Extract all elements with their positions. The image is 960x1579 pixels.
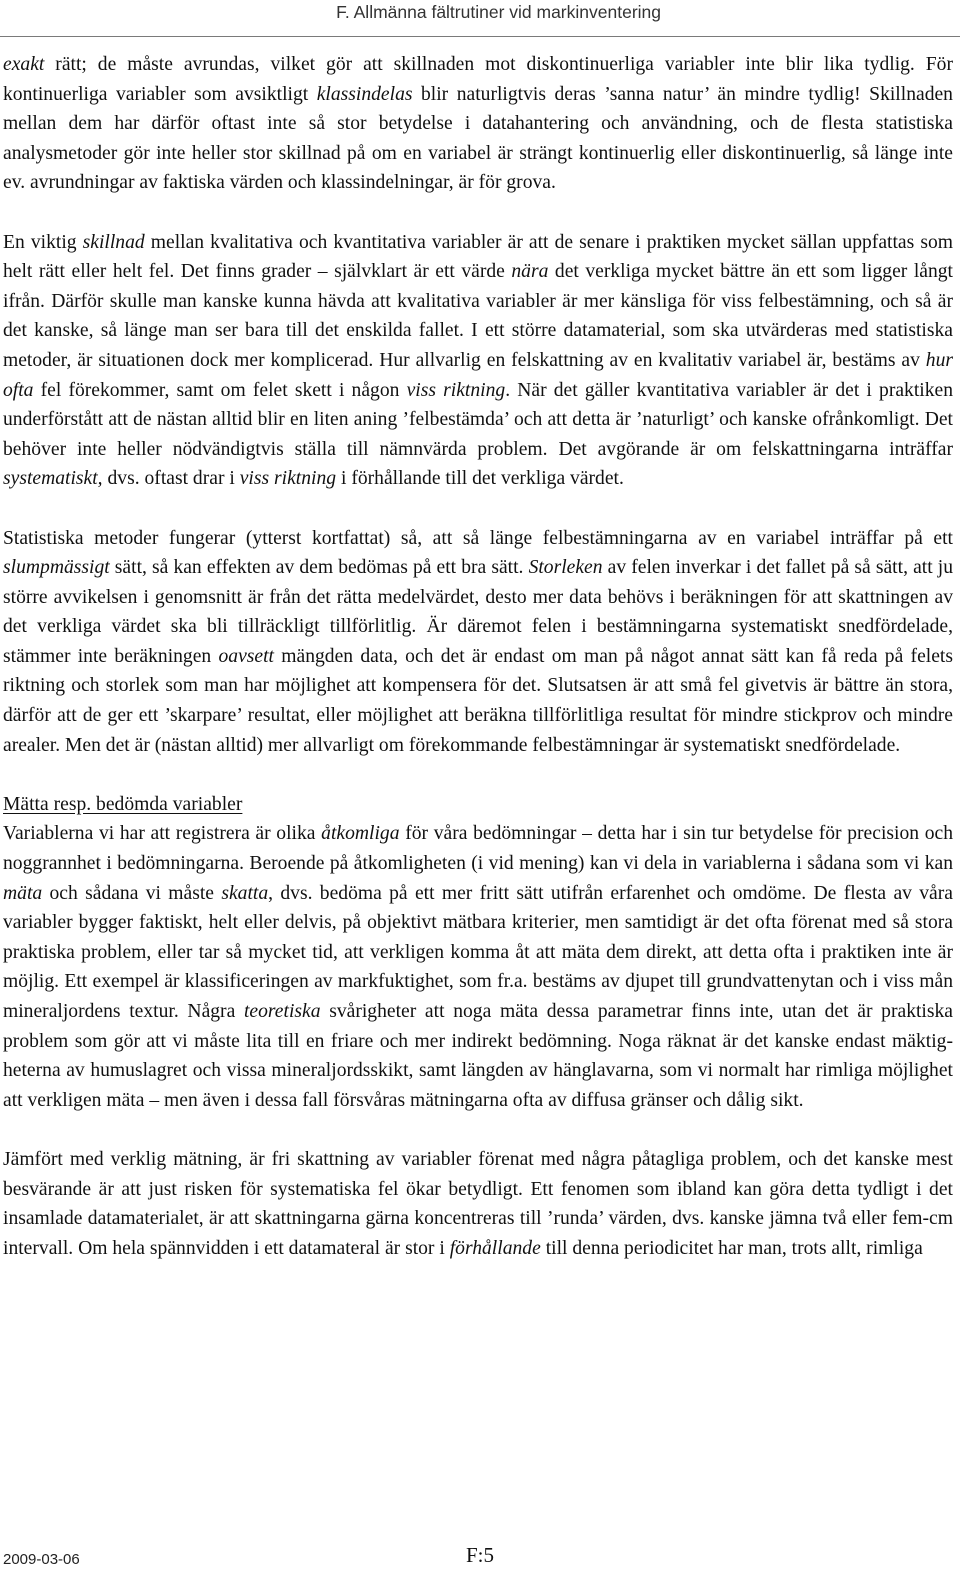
section-paragraph-2	[3, 1145, 953, 1263]
footer-date: 2009-03-06	[3, 1551, 80, 1568]
emphasis-text: hur ofta	[3, 349, 953, 401]
text-run: Statistiska metoder fungerar (ytterst kortfattat) så, att så länge felbestämningarna av en variabel inträffar på ett	[3, 527, 953, 549]
text-run: dvs. oftast drar i	[102, 468, 240, 490]
text-run: blir naturligtvis deras ’sanna natur’ än mindre tydlig! Skillnaden mellan dem har därför oftast inte så stor betydelse i datahantering och användning, och de flesta statistiska analysmetoder gör inte heller stor skillnad på om en variabel är strängt kontinuerlig eller diskontinuerlig, så länge inte ev. avrundningar av faktiska värden och klassindelningar, är för grova.	[3, 83, 953, 194]
text-run: mängden data, och det är endast om man på något annat sätt kan få reda på felets riktning och storlek som man har möjlighet att kompensera för det. Slutsatsen är att små fel givetvis är bättre än stora, därför att de ger ett ’skarpare’ resultat, eller möjlighet att beräkna tillförlitliga resultat för mindre stickprov och mindre arealer. Men det är (nästan alltid) mer allvarligt om förekommande felbestämningar är systematiskt snedfördelade.	[3, 645, 953, 756]
section-matta-bedomda	[3, 790, 953, 1264]
emphasis-text: skatta	[221, 882, 269, 904]
paragraph-gap	[3, 760, 953, 790]
emphasis-text: systematiskt,	[3, 468, 103, 490]
document-body	[3, 50, 953, 1263]
text-run: En viktig	[3, 231, 83, 253]
text-run: mellan kvalitativa och kvantitativa variabler är att de senare i praktiken mycket sällan uppfattas som helt rätt eller helt fel. Det finns grader – självklart är ett värde	[3, 231, 953, 283]
text-run: i förhållande till det verkliga värdet.	[336, 468, 624, 490]
page-number: F:5	[466, 1543, 495, 1567]
emphasis-text: viss riktning	[406, 379, 506, 401]
emphasis-text: åtkomliga	[321, 823, 400, 845]
section-heading: Mätta resp. bedömda variabler	[3, 793, 243, 815]
text-run: av felen inverkar i det fallet på så sätt, att ju större avvikelsen i genomsnitt är från det rätta medelvärdet, desto mer data behövs i beräkningen för att skattningen av det verkliga värdet ska bli tillräckligt tillförlitlig. Är däremot felen i bestämningarna systematiskt snedfördelade, stämmer inte beräkningen	[3, 557, 953, 667]
emphasis-text: viss riktning	[239, 468, 337, 490]
text-run: Variablerna vi har att registrera är olika	[3, 823, 322, 845]
paragraph-gap	[3, 494, 953, 524]
text-run: , dvs. bedöma på ett mer fritt sätt utifrån erfarenhet och omdöme. De flesta av våra variabler bygger faktiskt, helt eller delvis, på objektivt mätbara kriterier, men samtidigt är det ofta förenat med så stora praktiska problem, eller tar så mycket tid, att verkligen komma åt att mäta dem direkt, att detta ofta i praktiken inte är möjlig. Ett exempel är klassificeringen av markfuktighet, som fr.a. bestäms av djupet till grundvattenytan och i viss mån mineraljordens textur. Några	[3, 882, 953, 1022]
text-run: till denna periodicitet har man, trots allt, rimliga	[540, 1237, 923, 1259]
emphasis-text: klassindelas	[316, 83, 413, 105]
text-run: och sådana vi måste	[42, 882, 222, 904]
emphasis-text: slumpmässigt	[3, 557, 110, 579]
emphasis-text: skillnad	[82, 231, 145, 253]
emphasis-text: nära	[511, 261, 549, 283]
text-run: Jämfört med verklig mätning, är fri skattning av variabler förenat med några påtagliga problem, och det kanske mest besvärande är att just risken för systematiska fel ökar betydligt. Ett fenomen som ibland kan göra detta tydligt i det insamlade datamaterialet, är att skattningarna gärna koncentreras till ’runda’ värden, dvs. kanske jämna två eller fem-cm intervall. Om hela spännvidden i ett datamateral är stor i	[3, 1148, 953, 1259]
text-run: för våra bedömningar – detta har i sin tur betydelse för precision och noggrannhet i bedömningarna. Beroende på åtkomligheten (i vid mening) kan vi dela in variablerna i sådana som vi kan	[3, 823, 953, 875]
emphasis-text: förhållande	[449, 1237, 541, 1259]
emphasis-text: exakt	[3, 54, 45, 75]
paragraph-2	[3, 228, 953, 494]
paragraph-gap	[3, 1115, 953, 1145]
text-run: sätt, så kan effekten av dem bedömas på ett bra sätt.	[109, 557, 529, 579]
emphasis-text: oavsett	[218, 645, 274, 667]
paragraph-1	[3, 50, 953, 198]
running-header: F. Allmänna fältrutiner vid markinventering	[336, 2, 661, 22]
paragraph-3	[3, 524, 953, 761]
emphasis-text: Storleken	[528, 557, 603, 579]
emphasis-text: mäta	[3, 882, 43, 904]
text-run: svårigheter att noga mäta dessa parametrar finns inte, utan det är praktiska problem som gör att vi måste lita till en friare och mer indirekt bedömning. Noga räknat är det kanske endast mäktigheterna av humuslagret och vissa mineraljordsskikt, samt längden av hänglavarna, som vi normalt har rimliga möjlighet att verkligen mäta – men även i dessa fall försvåras mätningarna ofta av diffusa gränser och dålig sikt.	[3, 1001, 953, 1111]
section-paragraph-1	[3, 819, 953, 1115]
text-run: . När det gäller kvantitativa variabler är det i praktiken underförstått att de nästan alltid blir en liten aning ’felbestämda’ och att detta är ’naturligt’ och kanske ofrånkomligt. Det behöver inte heller nödvändigtvis ställa till nämnvärda problem. Det avgörande är om felskattningarna inträffar	[3, 379, 954, 460]
paragraph-gap	[3, 198, 953, 228]
text-run: fel förekommer, samt om felet skett i någon	[33, 379, 407, 401]
emphasis-text: teoretiska	[243, 1001, 321, 1022]
header-rule	[0, 36, 960, 37]
text-run: rätt; de måste avrundas, vilket gör att skillnaden mot diskontinuerliga variabler inte blir lika tydlig. För kontinuerliga variabler som avsiktligt	[3, 54, 953, 105]
text-run: det verkliga mycket bättre än ett som ligger långt ifrån. Därför skulle man kanske kunna hävda att kvalitativa variabler är mer känsliga för viss felbestämning, och så är det kanske, så länge man ser bara till det enskilda fallet. I ett större datamaterial, som ska utvärderas med statistiska metoder, är situationen dock mer komplicerad. Hur allvarlig en felskattning av en kvalitativ variabel är, bestäms av	[3, 261, 953, 371]
